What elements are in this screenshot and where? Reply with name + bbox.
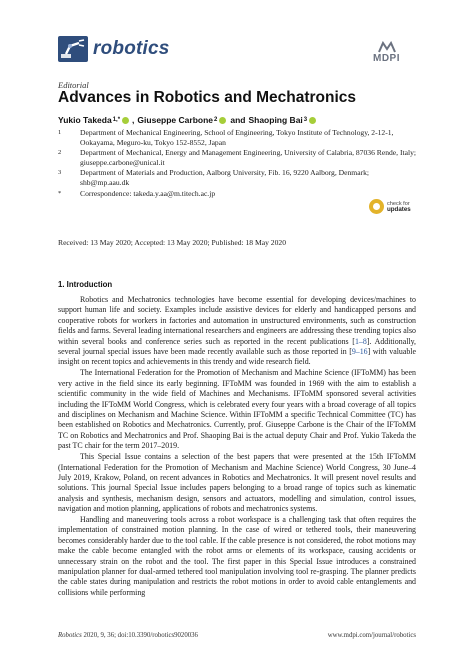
robot-arm-icon xyxy=(58,36,88,62)
check-updates-line1: check for xyxy=(387,200,410,207)
paragraph xyxy=(58,368,416,451)
reference-link[interactable]: 1–8 xyxy=(354,336,367,346)
mdpi-mark-icon xyxy=(377,40,397,52)
paragraph xyxy=(58,295,416,368)
author-affil-sup: 3 xyxy=(303,117,308,123)
orcid-icon[interactable] xyxy=(122,117,129,124)
publication-dates: Received: 13 May 2020; Accepted: 13 May 2020; Published: 18 May 2020 xyxy=(58,238,286,247)
journal-logo[interactable] xyxy=(58,36,170,62)
affiliation-number: 3 xyxy=(58,169,62,177)
author-name: Giuseppe Carbone xyxy=(137,115,213,125)
journal-name: robotics xyxy=(93,38,170,59)
check-updates-icon xyxy=(369,199,384,214)
affiliation-item xyxy=(58,189,418,199)
affiliation-number: 2 xyxy=(58,149,62,157)
check-updates-line2: updates xyxy=(387,205,411,213)
citation-details: 2020, 9, 36; doi:10.3390/robotics9020036 xyxy=(83,632,198,639)
paragraph-text: The International Federation for the Promotion of Mechanism and Machine Science (IFToMM) has been very active in the field since its early beginning. IFToMM was founded in 1969 with the aim to establish a scientific community in the wide field of Machines and Mechanisms. IFToMM sponsored several activities including the IFToMM World Congress, which is celebrated every four years with a broad coverage of all topics and disciplines on Mechanism and Machine Science. Within IFToMM a specific Technical Committee (TC) has been established on Robotics and Mechatronics. Currently, prof. Giuseppe Carbone is the Chair of the IFToMM TC on Robotics and Mechatronics and Prof. Shaoping Bai is the actual deputy Chair and Prof. Yukio Takeda the past TC chair for the term 2017–2019. xyxy=(58,368,416,451)
paragraph-text: ]. Additionally, several journal special issues have been made recently available such as those reported in [ xyxy=(58,336,416,357)
orcid-icon[interactable] xyxy=(219,117,226,124)
author-list xyxy=(58,115,319,125)
affiliation-item xyxy=(58,128,418,147)
section-heading: 1. Introduction xyxy=(58,280,113,289)
author-separator: , xyxy=(132,115,135,125)
publisher-name: MDPI xyxy=(373,53,400,64)
orcid-icon[interactable] xyxy=(309,117,316,124)
paragraph xyxy=(58,452,416,514)
citation-journal: Robotics xyxy=(58,632,82,639)
footer-citation xyxy=(58,632,198,639)
article-title: Advances in Robotics and Mechatronics xyxy=(58,89,357,106)
paragraph xyxy=(58,515,416,598)
affiliation-text: Correspondence: takeda.y.aa@m.titech.ac.jp xyxy=(80,188,216,198)
affiliation-number: * xyxy=(58,189,62,197)
article-type: Editorial xyxy=(58,80,89,90)
paragraph-text: Robotics and Mechatronics technologies have become essential for developing devices/machines to support human life and society. Examples include assistive devices for elderly and handicapped persons and cooperative robots for workers in factories and automation in unstructured environments, such as construction fields and farms. Several leading international researchers and engineers are addressing these trending topics also within several books and conference series such as reported in the recent publications [ xyxy=(58,295,416,346)
reference-link[interactable]: 9–16 xyxy=(351,347,368,357)
paragraph-text: Handling and maneuvering tools across a robot workspace is a challenging task that often requires the implementation of constrained motion planning. In the case of wired or tethered tools, their maneuvering becomes considerably harder due to the tool cable. If the cable presence is not considered, the robot motions may make the cable become entangled with the robot arms or elements of its workspace, causing accidents or unnecessary strain on the robot and the tool. The first paper in this Special Issue introduces a constrained manipulation planner for dual-armed tethered tool manipulation involving tool re-grasping. The planner predicts the cable states during manipulation and restricts the robot motions in order to avoid cable entanglements and collisions while performing xyxy=(58,515,416,597)
author-affil-sup: 2 xyxy=(214,117,218,123)
footer-url[interactable]: www.mdpi.com/journal/robotics xyxy=(327,632,416,639)
affiliation-text: Department of Mechanical, Energy and Management Engineering, University of Calabria, 87036 Rende, Italy; giuseppe.carbone@unical.it xyxy=(80,148,416,167)
body-text xyxy=(58,295,416,598)
author-separator: and xyxy=(230,115,246,125)
paragraph-text: ] with valuable insight on recent topics and achievements in this trendy and wide research field. xyxy=(58,347,416,367)
affiliation-text: Department of Mechanical Engineering, School of Engineering, Tokyo Institute of Technology, 2-12-1, Ookayama, Meguro-ku, Tokyo 152-8552, Japan xyxy=(80,128,394,147)
affiliation-text: Department of Materials and Production, Aalborg University, Fib. 16, 9220 Aalborg, Denmark; shb@mp.aau.dk xyxy=(80,168,370,187)
mdpi-logo[interactable] xyxy=(373,40,400,64)
affiliation-number: 1 xyxy=(58,129,62,136)
affiliation-item xyxy=(58,148,418,167)
check-updates-label xyxy=(387,201,411,213)
affiliation-item xyxy=(58,168,418,187)
paragraph-text: This Special Issue contains a selection of the best papers that were presented at the 15th IFToMM (International Federation for the Promotion of Mechanism and Machine Science) World Congress, 30 June–4 July 2019, Krakow, Poland, on recent advances in Robotics and Mechatronics. It will present novel results and solutions. This journal Special Issue includes papers belonging to a broad range of topics such as kinematic analysis and synthesis, mechanism design, sensors and actuators, modelling and simulation, control issues, navigation and motion planning, applications of robots and mechatronics systems. xyxy=(58,452,416,514)
author-name: Shaoping Bai xyxy=(248,115,303,125)
affiliations xyxy=(58,128,418,199)
author-name: Yukio Takeda xyxy=(58,115,112,125)
check-for-updates-badge[interactable] xyxy=(369,199,411,214)
author-affil-sup: 1,* xyxy=(112,117,121,123)
